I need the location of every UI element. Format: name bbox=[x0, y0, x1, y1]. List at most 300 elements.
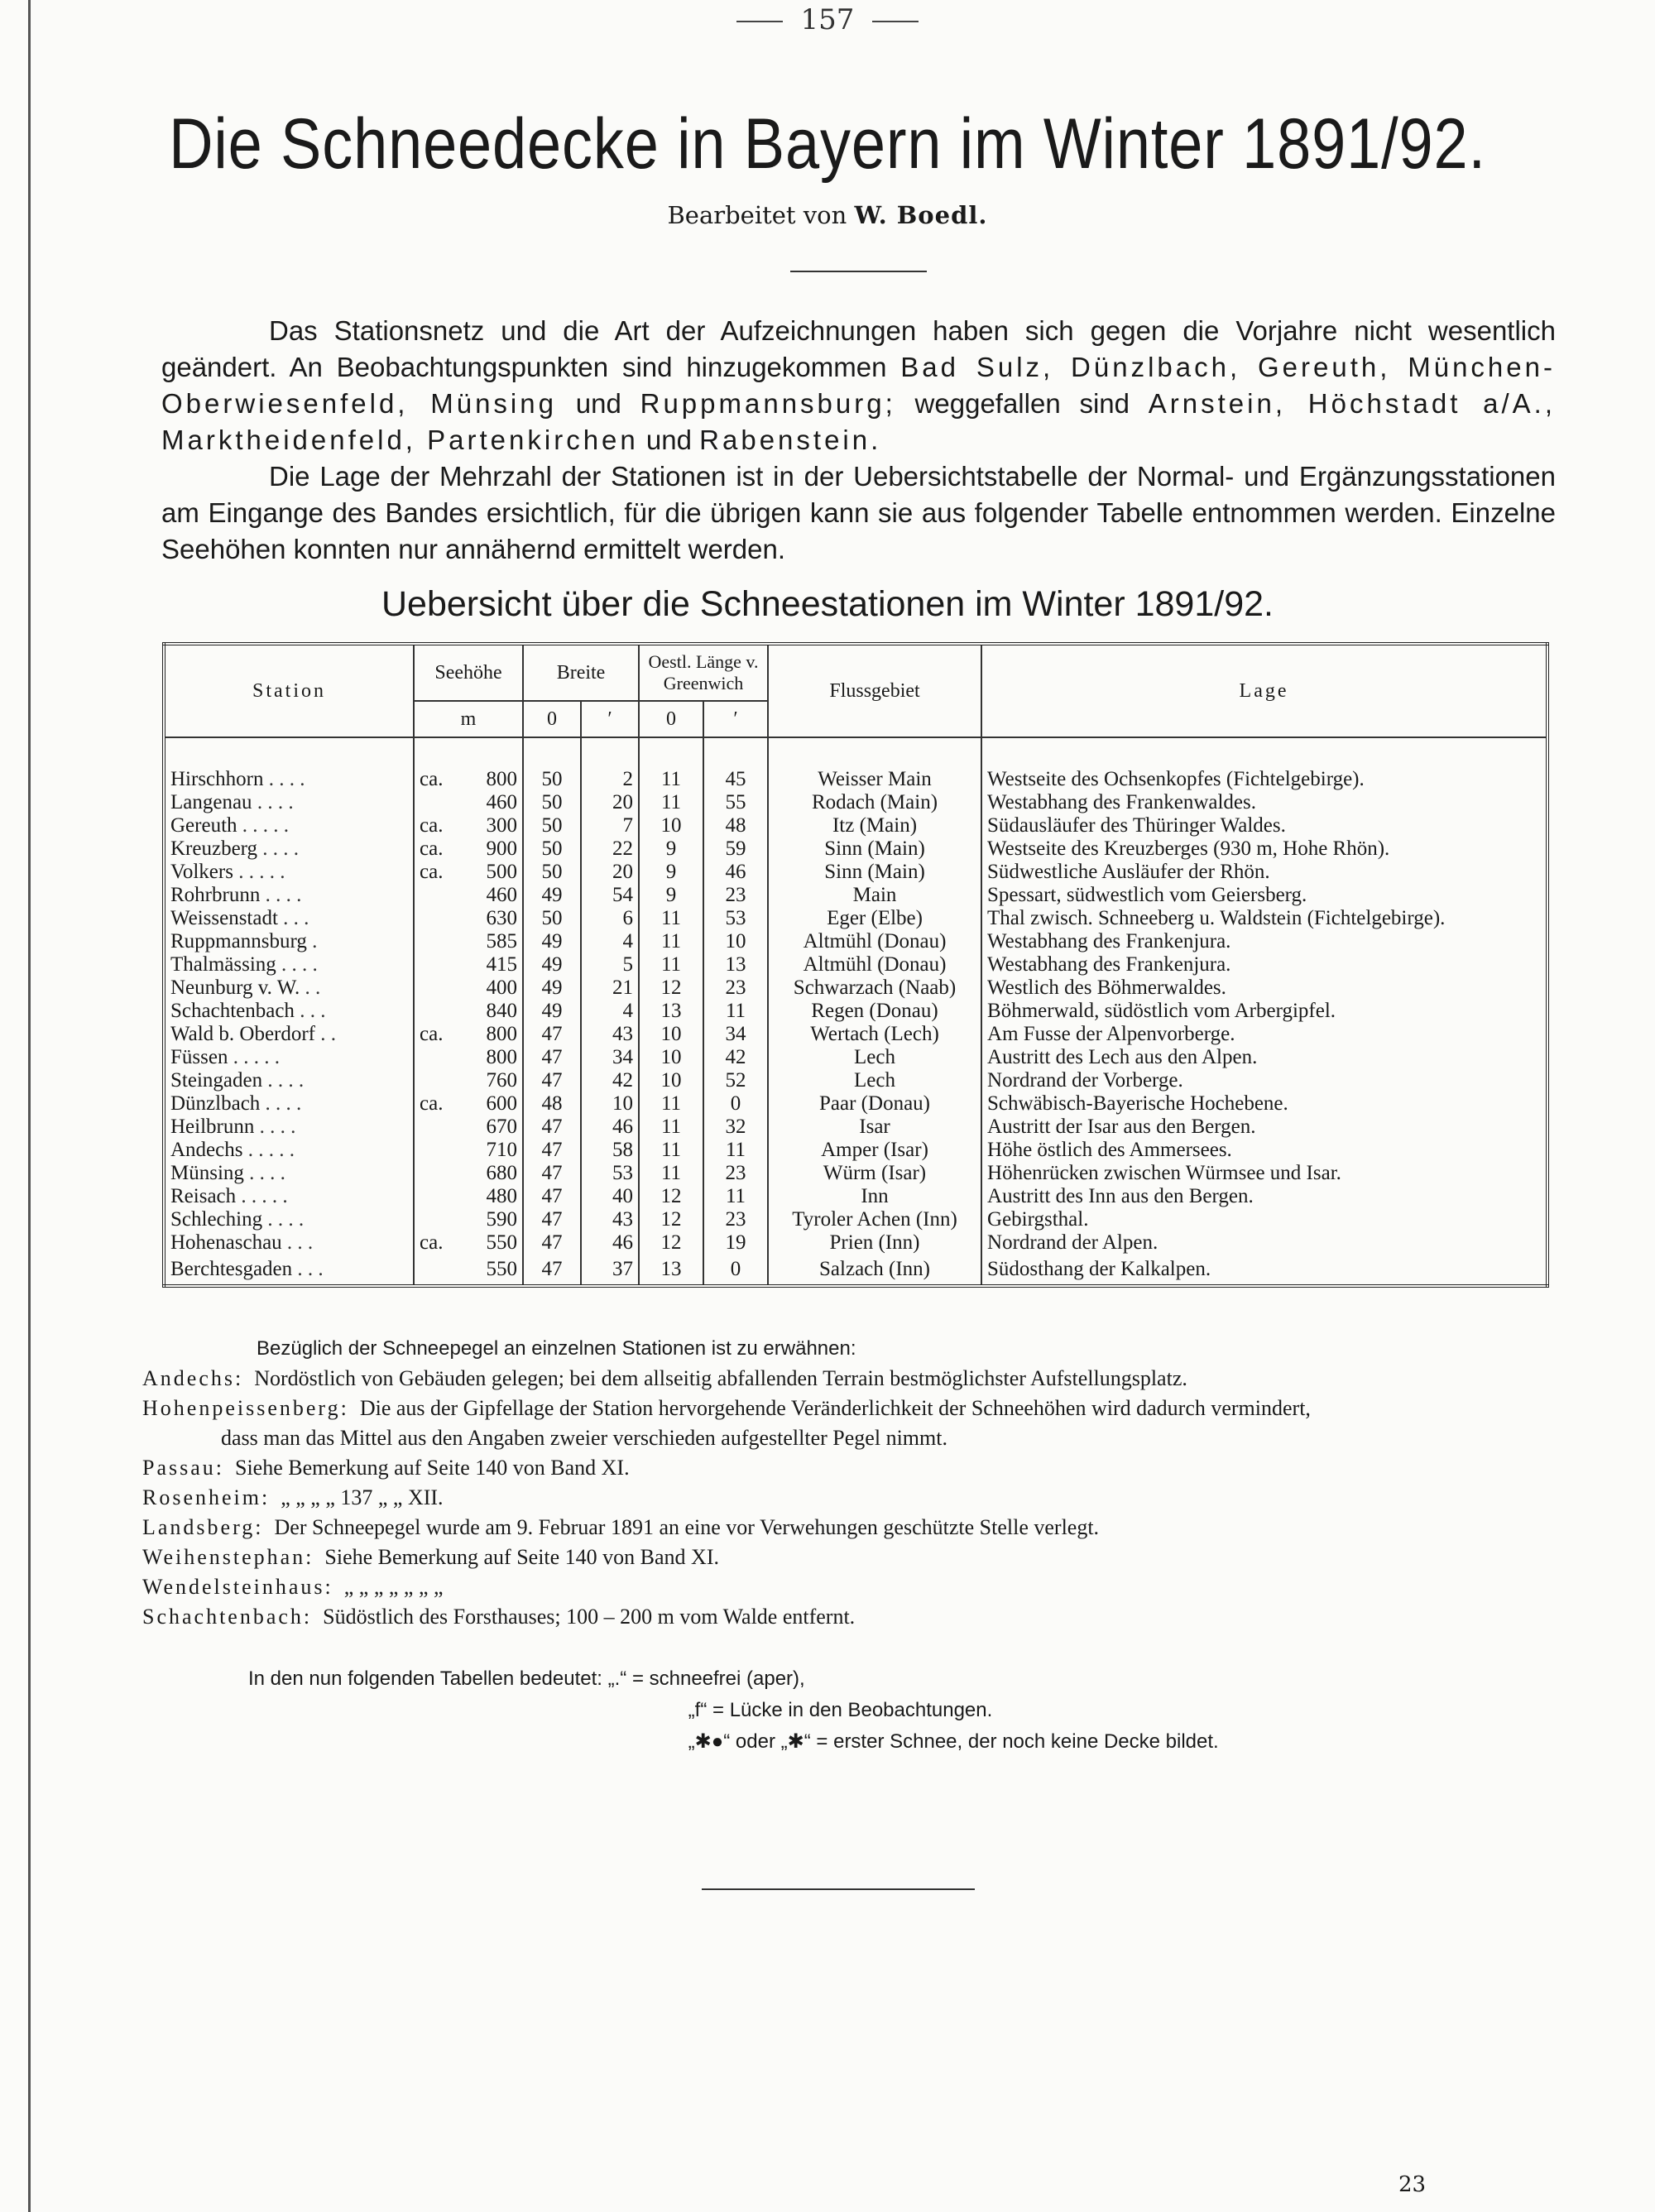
table-cell bbox=[164, 1185, 414, 1208]
latitude-degrees: 47 bbox=[523, 1185, 581, 1208]
table-cell bbox=[414, 907, 523, 930]
table-cell bbox=[414, 768, 523, 791]
note-text: Nordöstlich von Gebäuden gelegen; bei dem allseitig abfallenden Terrain bestmöglichster Aufstellungsplatz. bbox=[254, 1366, 1187, 1390]
river-basin: Lech bbox=[768, 1069, 981, 1092]
latitude-minutes: 2 bbox=[581, 768, 639, 791]
note-station: Andechs: bbox=[142, 1366, 244, 1390]
table-cell bbox=[164, 1255, 414, 1286]
table-cell bbox=[164, 837, 414, 861]
header-station: Station bbox=[164, 644, 414, 737]
location-description: Austritt des Inn aus den Bergen. bbox=[981, 1185, 1547, 1208]
longitude-minutes: 46 bbox=[703, 861, 768, 884]
notes-list bbox=[142, 1364, 1566, 1632]
note-text: dass man das Mittel aus den Angaben zweier verschieden aufgestellter Pegel nimmt. bbox=[221, 1426, 947, 1450]
table-cell bbox=[164, 907, 414, 930]
approx-marker: ca. bbox=[420, 1023, 444, 1045]
table-cell bbox=[414, 1162, 523, 1185]
table-title: Uebersicht über die Schneestationen im Winter 1891/92. bbox=[381, 584, 1274, 624]
note-station: Hohenpeissenberg: bbox=[142, 1396, 349, 1420]
bottom-divider bbox=[702, 1888, 975, 1890]
elevation-value: 585 bbox=[486, 930, 517, 952]
longitude-minutes: 42 bbox=[703, 1046, 768, 1069]
table-row bbox=[164, 791, 1547, 814]
latitude-minutes: 21 bbox=[581, 976, 639, 1000]
latitude-degrees: 50 bbox=[523, 768, 581, 791]
table-cell bbox=[164, 861, 414, 884]
leader-dots: . . . . . bbox=[242, 814, 290, 837]
leader-dots: . bbox=[312, 930, 318, 952]
latitude-degrees: 48 bbox=[523, 1092, 581, 1116]
longitude-degrees: 13 bbox=[639, 1255, 703, 1286]
river-basin: Amper (Isar) bbox=[768, 1139, 981, 1162]
latitude-degrees: 47 bbox=[523, 1046, 581, 1069]
river-basin: Main bbox=[768, 884, 981, 907]
latitude-minutes: 43 bbox=[581, 1023, 639, 1046]
elevation-value: 590 bbox=[486, 1208, 517, 1231]
station-name: Berchtesgaden bbox=[170, 1258, 293, 1280]
table-row bbox=[164, 1255, 1547, 1286]
location-description: Nordrand der Alpen. bbox=[981, 1231, 1547, 1255]
station-name: Füssen bbox=[170, 1046, 228, 1068]
table-cell bbox=[414, 814, 523, 837]
latitude-degrees: 47 bbox=[523, 1208, 581, 1231]
leader-dots: . . . bbox=[297, 1258, 324, 1280]
table-row bbox=[164, 907, 1547, 930]
intro-text bbox=[161, 313, 1556, 568]
leader-dots: . . bbox=[305, 976, 321, 999]
document-title: Die Schneedecke in Bayern im Winter 1891/92. bbox=[169, 104, 1486, 184]
table-cell bbox=[164, 768, 414, 791]
latitude-degrees: 49 bbox=[523, 930, 581, 953]
note-item bbox=[142, 1602, 1566, 1632]
header-unit-m: m bbox=[414, 701, 523, 737]
elevation-value: 670 bbox=[486, 1116, 517, 1138]
page-number-bottom: 23 bbox=[1398, 2172, 1427, 2197]
longitude-minutes: 19 bbox=[703, 1231, 768, 1255]
station-name: Heilbrunn bbox=[170, 1116, 255, 1138]
note-text: Der Schneepegel wurde am 9. Februar 1891 an eine vor Verwehungen geschützte Stelle verlegt. bbox=[274, 1515, 1100, 1539]
table-row bbox=[164, 953, 1547, 976]
table-cell bbox=[164, 953, 414, 976]
latitude-minutes: 20 bbox=[581, 861, 639, 884]
approx-marker: ca. bbox=[420, 837, 444, 860]
longitude-minutes: 0 bbox=[703, 1092, 768, 1116]
latitude-degrees: 47 bbox=[523, 1255, 581, 1286]
header-lage: Lage bbox=[981, 644, 1547, 737]
leader-dots: . . . . . bbox=[247, 1139, 295, 1161]
table-cell bbox=[414, 1185, 523, 1208]
elevation-value: 415 bbox=[486, 953, 517, 976]
latitude-minutes: 10 bbox=[581, 1092, 639, 1116]
table-cell bbox=[164, 1116, 414, 1139]
location-description: Südwestliche Ausläufer der Rhön. bbox=[981, 861, 1547, 884]
leader-dots: . . . . bbox=[265, 1092, 302, 1115]
river-basin: Wertach (Lech) bbox=[768, 1023, 981, 1046]
note-text: „ „ „ „ „ „ „ bbox=[343, 1575, 444, 1599]
longitude-degrees: 11 bbox=[639, 1162, 703, 1185]
river-basin: Würm (Isar) bbox=[768, 1162, 981, 1185]
legend-desc: schneefrei (aper), bbox=[649, 1667, 805, 1690]
location-description: Westabhang des Frankenjura. bbox=[981, 930, 1547, 953]
header-breite: Breite bbox=[523, 644, 639, 701]
location-description: Thal zwisch. Schneeberg u. Waldstein (Fichtelgebirge). bbox=[981, 907, 1547, 930]
table-cell bbox=[164, 1208, 414, 1231]
latitude-minutes: 34 bbox=[581, 1046, 639, 1069]
longitude-minutes: 11 bbox=[703, 1139, 768, 1162]
longitude-minutes: 23 bbox=[703, 976, 768, 1000]
latitude-minutes: 20 bbox=[581, 791, 639, 814]
notes-section bbox=[142, 1334, 1566, 1632]
longitude-degrees: 10 bbox=[639, 814, 703, 837]
location-description: Westlich des Böhmerwaldes. bbox=[981, 976, 1547, 1000]
longitude-degrees: 11 bbox=[639, 953, 703, 976]
table-cell bbox=[414, 1023, 523, 1046]
latitude-minutes: 6 bbox=[581, 907, 639, 930]
longitude-minutes: 10 bbox=[703, 930, 768, 953]
leader-dots: . . . . bbox=[268, 768, 305, 790]
location-description: Westabhang des Frankenjura. bbox=[981, 953, 1547, 976]
leader-dots: . . . . bbox=[281, 953, 318, 976]
location-description: Schwäbisch-Bayerische Hochebene. bbox=[981, 1092, 1547, 1116]
leader-dots: . . . . bbox=[257, 791, 294, 813]
table-row bbox=[164, 1208, 1547, 1231]
longitude-degrees: 12 bbox=[639, 1231, 703, 1255]
leader-dots: . . bbox=[320, 1023, 337, 1045]
elevation-value: 400 bbox=[486, 976, 517, 999]
header-unit-deg2: 0 bbox=[639, 701, 703, 737]
title-divider bbox=[790, 271, 927, 272]
station-name: Wald b. Oberdorf bbox=[170, 1023, 316, 1045]
river-basin: Schwarzach (Naab) bbox=[768, 976, 981, 1000]
legend-sym: „.“ bbox=[607, 1667, 627, 1690]
longitude-minutes: 11 bbox=[703, 1000, 768, 1023]
note-item bbox=[142, 1543, 1566, 1572]
longitude-degrees: 9 bbox=[639, 884, 703, 907]
byline bbox=[0, 201, 1655, 229]
location-description: Höhe östlich des Ammersees. bbox=[981, 1139, 1547, 1162]
longitude-degrees: 13 bbox=[639, 1000, 703, 1023]
page-spine-shadow bbox=[28, 0, 31, 2212]
station-name: Schachtenbach bbox=[170, 1000, 295, 1022]
legend-intro: In den nun folgenden Tabellen bedeutet: bbox=[248, 1667, 602, 1690]
table-cell bbox=[414, 861, 523, 884]
table-cell bbox=[414, 953, 523, 976]
elevation-value: 550 bbox=[486, 1231, 517, 1254]
legend-eq: = bbox=[631, 1667, 644, 1690]
legend-row bbox=[248, 1726, 1219, 1758]
river-basin: Sinn (Main) bbox=[768, 837, 981, 861]
table-row bbox=[164, 1092, 1547, 1116]
approx-marker: ca. bbox=[420, 861, 444, 883]
location-description: Südosthang der Kalkalpen. bbox=[981, 1255, 1547, 1286]
river-basin: Lech bbox=[768, 1046, 981, 1069]
table-cell bbox=[164, 1231, 414, 1255]
latitude-degrees: 50 bbox=[523, 837, 581, 861]
byline-prefix: Bearbeitet von bbox=[667, 201, 847, 229]
table-cell bbox=[414, 976, 523, 1000]
elevation-value: 760 bbox=[486, 1069, 517, 1092]
station-name: Thalmässing bbox=[170, 953, 276, 976]
table-cell bbox=[164, 1092, 414, 1116]
note-text: Siehe Bemerkung auf Seite 140 von Band XI. bbox=[324, 1545, 719, 1569]
note-item bbox=[142, 1572, 1566, 1602]
table-cell bbox=[164, 976, 414, 1000]
station-name: Gereuth bbox=[170, 814, 237, 837]
longitude-minutes: 23 bbox=[703, 1208, 768, 1231]
latitude-minutes: 4 bbox=[581, 1000, 639, 1023]
table-cell bbox=[414, 1139, 523, 1162]
station-name: Steingaden bbox=[170, 1069, 263, 1092]
leader-dots: . . . . bbox=[267, 1208, 305, 1231]
leader-dots: . . . . bbox=[259, 1116, 296, 1138]
table-cell bbox=[414, 1255, 523, 1286]
table-cell bbox=[414, 1000, 523, 1023]
table-row bbox=[164, 1023, 1547, 1046]
longitude-degrees: 9 bbox=[639, 861, 703, 884]
latitude-minutes: 53 bbox=[581, 1162, 639, 1185]
longitude-degrees: 12 bbox=[639, 1208, 703, 1231]
table-cell bbox=[414, 837, 523, 861]
station-table bbox=[162, 642, 1549, 1288]
table-row bbox=[164, 884, 1547, 907]
table-row bbox=[164, 1139, 1547, 1162]
latitude-degrees: 50 bbox=[523, 861, 581, 884]
intro-paragraph-1 bbox=[161, 313, 1556, 458]
header-unit-deg: 0 bbox=[523, 701, 581, 737]
note-item bbox=[142, 1423, 1566, 1453]
station-name: Langenau bbox=[170, 791, 252, 813]
river-basin: Itz (Main) bbox=[768, 814, 981, 837]
table-row bbox=[164, 1000, 1547, 1023]
elevation-value: 550 bbox=[486, 1258, 517, 1280]
station-name: Andechs bbox=[170, 1139, 243, 1161]
legend-section bbox=[248, 1663, 1219, 1758]
table-row bbox=[164, 1185, 1547, 1208]
latitude-minutes: 54 bbox=[581, 884, 639, 907]
station-name: Münsing bbox=[170, 1162, 244, 1184]
legend-sym: „✱●“ oder „✱“ bbox=[688, 1730, 811, 1753]
longitude-degrees: 10 bbox=[639, 1069, 703, 1092]
leader-dots: . . . bbox=[286, 1231, 314, 1254]
intro-paragraph-2: Die Lage der Mehrzahl der Stationen ist in der Uebersichtstabelle der Normal- und Ergänzungsstationen am Eingange des Bandes ersichtlich, für die übrigen kann sie aus folgender Tabelle entnommen werden. Einzelne Seehöhen konnten nur annähernd ermittelt werden. bbox=[161, 461, 1556, 564]
table-row bbox=[164, 976, 1547, 1000]
station-name: Weissenstadt bbox=[170, 907, 278, 929]
longitude-degrees: 12 bbox=[639, 1185, 703, 1208]
table-cell bbox=[164, 930, 414, 953]
river-basin: Eger (Elbe) bbox=[768, 907, 981, 930]
table-cell bbox=[164, 1000, 414, 1023]
longitude-degrees: 11 bbox=[639, 1092, 703, 1116]
latitude-degrees: 49 bbox=[523, 976, 581, 1000]
station-name: Dünzlbach bbox=[170, 1092, 261, 1115]
approx-marker: ca. bbox=[420, 768, 444, 790]
table-cell bbox=[414, 1231, 523, 1255]
table-row bbox=[164, 861, 1547, 884]
leader-dots: . . . . . bbox=[241, 1185, 288, 1207]
elevation-value: 680 bbox=[486, 1162, 517, 1184]
station-name: Volkers bbox=[170, 861, 233, 883]
header-flussgebiet: Flussgebiet bbox=[768, 644, 981, 737]
byline-author: W. Boedl. bbox=[854, 201, 988, 229]
legend-eq: = bbox=[816, 1730, 828, 1753]
location-description: Westabhang des Frankenwaldes. bbox=[981, 791, 1547, 814]
elevation-value: 900 bbox=[486, 837, 517, 860]
table-cell bbox=[414, 930, 523, 953]
longitude-minutes: 11 bbox=[703, 1185, 768, 1208]
elevation-value: 600 bbox=[486, 1092, 517, 1115]
longitude-degrees: 9 bbox=[639, 837, 703, 861]
legend-eq: = bbox=[712, 1699, 725, 1721]
table-row bbox=[164, 1231, 1547, 1255]
elevation-value: 710 bbox=[486, 1139, 517, 1161]
latitude-minutes: 37 bbox=[581, 1255, 639, 1286]
note-station: Wendelsteinhaus: bbox=[142, 1575, 333, 1599]
legend-sym: „f“ bbox=[688, 1699, 708, 1721]
note-station: Landsberg: bbox=[142, 1515, 264, 1539]
intro-p1-text: Das Stationsnetz und die Art der Aufzeichnungen haben sich gegen die Vorjahre nicht wesentlich geändert. An Beobachtungspunkten sind hinzugekommen bbox=[161, 315, 1556, 382]
river-basin: Regen (Donau) bbox=[768, 1000, 981, 1023]
location-description: Westseite des Ochsenkopfes (Fichtelgebirge). bbox=[981, 768, 1547, 791]
river-basin: Prien (Inn) bbox=[768, 1231, 981, 1255]
latitude-minutes: 7 bbox=[581, 814, 639, 837]
approx-marker: ca. bbox=[420, 814, 444, 837]
latitude-degrees: 47 bbox=[523, 1162, 581, 1185]
intro-added-stations: Bad Sulz, Dünzlbach, Gereuth, München-Oberwiesenfeld, Münsing bbox=[161, 352, 1556, 419]
table-cell bbox=[164, 1162, 414, 1185]
note-item bbox=[142, 1453, 1566, 1483]
table-cell bbox=[414, 1208, 523, 1231]
note-station: Weihenstephan: bbox=[142, 1545, 314, 1569]
elevation-value: 500 bbox=[486, 861, 517, 883]
river-basin: Paar (Donau) bbox=[768, 1092, 981, 1116]
location-description: Gebirgsthal. bbox=[981, 1208, 1547, 1231]
intro-und-1: und bbox=[575, 388, 621, 419]
longitude-degrees: 11 bbox=[639, 1139, 703, 1162]
table-cell bbox=[414, 1116, 523, 1139]
table-row bbox=[164, 768, 1547, 791]
table-row bbox=[164, 1162, 1547, 1185]
latitude-minutes: 46 bbox=[581, 1231, 639, 1255]
river-basin: Rodach (Main) bbox=[768, 791, 981, 814]
longitude-degrees: 11 bbox=[639, 907, 703, 930]
location-description: Spessart, südwestlich vom Geiersberg. bbox=[981, 884, 1547, 907]
table-cell bbox=[164, 1023, 414, 1046]
longitude-minutes: 52 bbox=[703, 1069, 768, 1092]
elevation-value: 800 bbox=[486, 1046, 517, 1068]
location-description: Am Fusse der Alpenvorberge. bbox=[981, 1023, 1547, 1046]
latitude-degrees: 47 bbox=[523, 1139, 581, 1162]
longitude-degrees: 11 bbox=[639, 1116, 703, 1139]
note-item bbox=[142, 1513, 1566, 1543]
note-text: Südöstlich des Forsthauses; 100 – 200 m vom Walde entfernt. bbox=[323, 1605, 856, 1629]
note-item bbox=[142, 1483, 1566, 1513]
approx-marker: ca. bbox=[420, 1231, 444, 1254]
leader-dots: . . . bbox=[283, 907, 309, 929]
latitude-degrees: 50 bbox=[523, 791, 581, 814]
location-description: Böhmerwald, südöstlich vom Arbergipfel. bbox=[981, 1000, 1547, 1023]
station-name: Reisach bbox=[170, 1185, 237, 1207]
location-description: Südausläufer des Thüringer Waldes. bbox=[981, 814, 1547, 837]
table-row bbox=[164, 837, 1547, 861]
longitude-degrees: 12 bbox=[639, 976, 703, 1000]
table-row bbox=[164, 1116, 1547, 1139]
location-description: Westseite des Kreuzberges (930 m, Hohe Rhön). bbox=[981, 837, 1547, 861]
latitude-degrees: 47 bbox=[523, 1069, 581, 1092]
note-text: Siehe Bemerkung auf Seite 140 von Band XI. bbox=[235, 1456, 630, 1480]
legend-row bbox=[248, 1695, 1219, 1726]
longitude-minutes: 0 bbox=[703, 1255, 768, 1286]
table-row bbox=[164, 1069, 1547, 1092]
header-unit-min2: ′ bbox=[703, 701, 768, 737]
note-text: „ „ „ „ 137 „ „ XII. bbox=[281, 1485, 444, 1509]
river-basin: Sinn (Main) bbox=[768, 861, 981, 884]
river-basin: Altmühl (Donau) bbox=[768, 953, 981, 976]
latitude-degrees: 50 bbox=[523, 907, 581, 930]
longitude-minutes: 55 bbox=[703, 791, 768, 814]
longitude-minutes: 53 bbox=[703, 907, 768, 930]
note-item bbox=[142, 1364, 1566, 1394]
longitude-minutes: 48 bbox=[703, 814, 768, 837]
station-name: Rohrbrunn bbox=[170, 884, 261, 906]
latitude-minutes: 40 bbox=[581, 1185, 639, 1208]
elevation-value: 630 bbox=[486, 907, 517, 929]
latitude-degrees: 47 bbox=[523, 1116, 581, 1139]
intro-removed-stations-2: Rabenstein. bbox=[699, 425, 882, 455]
leader-dots: . . . . bbox=[265, 884, 302, 906]
longitude-minutes: 45 bbox=[703, 768, 768, 791]
elevation-value: 800 bbox=[486, 1023, 517, 1045]
location-description: Nordrand der Vorberge. bbox=[981, 1069, 1547, 1092]
latitude-degrees: 47 bbox=[523, 1231, 581, 1255]
longitude-degrees: 11 bbox=[639, 930, 703, 953]
intro-p1-text-b: weggefallen sind bbox=[914, 388, 1130, 419]
note-station: Schachtenbach: bbox=[142, 1605, 313, 1629]
river-basin: Weisser Main bbox=[768, 768, 981, 791]
longitude-degrees: 11 bbox=[639, 791, 703, 814]
table-row bbox=[164, 1046, 1547, 1069]
header-laenge: Oestl. Länge v. Greenwich bbox=[639, 644, 768, 701]
table-row bbox=[164, 930, 1547, 953]
legend-desc: erster Schnee, der noch keine Decke bildet. bbox=[833, 1730, 1219, 1753]
latitude-minutes: 4 bbox=[581, 930, 639, 953]
leader-dots: . . . . . bbox=[238, 861, 285, 883]
longitude-minutes: 13 bbox=[703, 953, 768, 976]
intro-und-2: und bbox=[645, 425, 692, 455]
page-number-top: 157 bbox=[0, 3, 1655, 36]
latitude-degrees: 47 bbox=[523, 1023, 581, 1046]
approx-marker: ca. bbox=[420, 1092, 444, 1115]
note-station: Rosenheim: bbox=[142, 1485, 271, 1509]
legend-desc: Lücke in den Beobachtungen. bbox=[729, 1699, 993, 1721]
elevation-value: 800 bbox=[486, 768, 517, 790]
river-basin: Tyroler Achen (Inn) bbox=[768, 1208, 981, 1231]
longitude-minutes: 23 bbox=[703, 884, 768, 907]
table-row bbox=[164, 814, 1547, 837]
station-name: Kreuzberg bbox=[170, 837, 258, 860]
intro-removed-stations: Arnstein, Höchstadt a/A., Marktheidenfeld, Partenkirchen bbox=[161, 388, 1557, 455]
longitude-degrees: 10 bbox=[639, 1046, 703, 1069]
latitude-degrees: 49 bbox=[523, 884, 581, 907]
longitude-minutes: 32 bbox=[703, 1116, 768, 1139]
longitude-minutes: 34 bbox=[703, 1023, 768, 1046]
location-description: Höhenrücken zwischen Würmsee und Isar. bbox=[981, 1162, 1547, 1185]
table-cell bbox=[164, 1139, 414, 1162]
notes-heading: Bezüglich der Schneepegel an einzelnen Stationen ist zu erwähnen: bbox=[257, 1337, 856, 1360]
note-item bbox=[142, 1394, 1566, 1423]
latitude-minutes: 22 bbox=[581, 837, 639, 861]
station-name: Hohenaschau bbox=[170, 1231, 282, 1254]
station-table-body bbox=[164, 737, 1547, 1286]
